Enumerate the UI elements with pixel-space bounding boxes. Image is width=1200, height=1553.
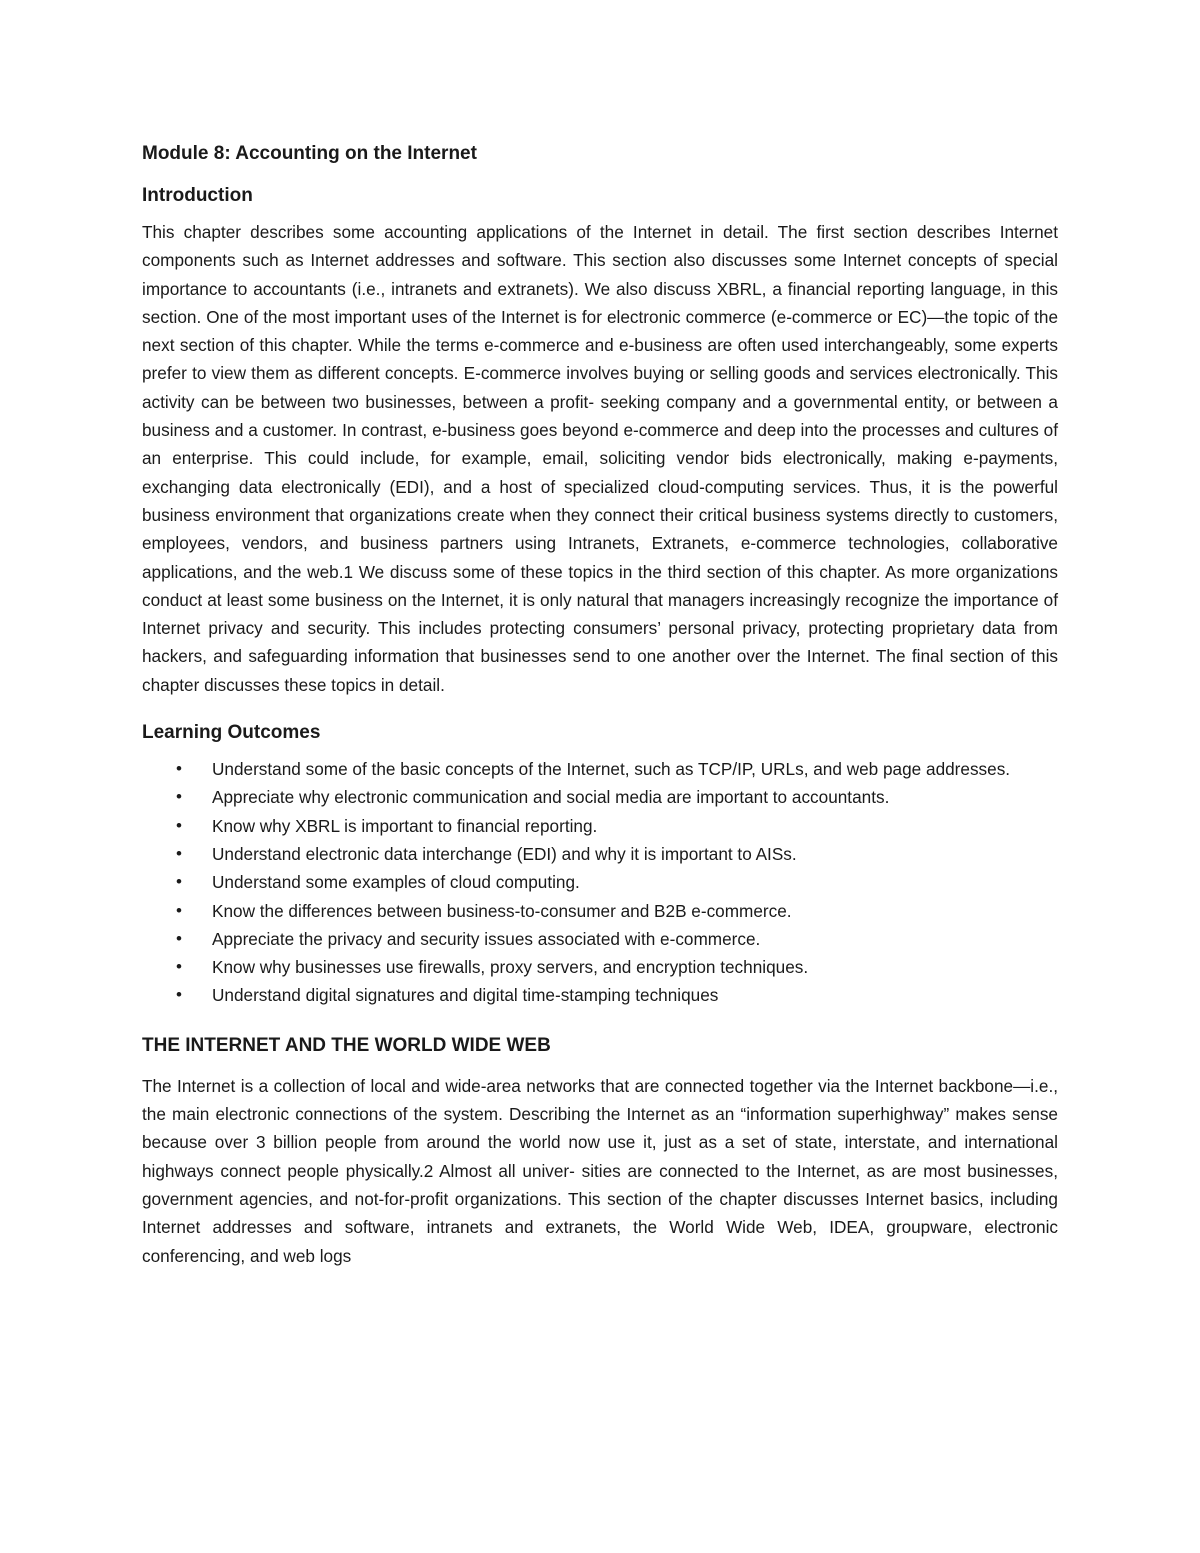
list-item-text: Appreciate why electronic communication and social media are important to accountants. — [212, 787, 890, 808]
list-item — [176, 755, 1058, 783]
bullet-icon: • — [176, 872, 182, 892]
bullet-icon: • — [176, 787, 182, 807]
list-item-text: Understand some of the basic concepts of the Internet, such as TCP/IP, URLs, and web page addresses. — [212, 759, 1011, 780]
bullet-icon: • — [176, 900, 182, 920]
list-item-text: Understand some examples of cloud computing. — [212, 872, 580, 893]
bullet-icon: • — [176, 843, 182, 863]
list-item-text: Know why businesses use firewalls, proxy servers, and encryption techniques. — [212, 957, 809, 978]
bullet-icon: • — [176, 815, 182, 835]
list-item-text: Appreciate the privacy and security issues associated with e-commerce. — [212, 928, 761, 949]
internet-section-paragraph: The Internet is a collection of local and wide-area networks that are connected together via the Internet backbone—i.e., the main electronic connections of the system. Describing the Internet as an “information superhighway” makes sense because over 3 billion people from around the world now use it, just as a set of state, interstate, and international highways connect people physically.2 Almost all univer- sities are connected to the Internet, as are most businesses, government agencies, and not-for-profit organizations. This section of the chapter discusses Internet basics, including Internet addresses and software, intranets and extranets, the World Wide Web, IDEA, groupware, electronic conferencing, and web logs — [142, 1075, 1058, 1266]
list-item — [176, 812, 1058, 840]
list-item — [176, 981, 1058, 1009]
list-item — [176, 953, 1058, 981]
list-item — [176, 840, 1058, 868]
list-item-text: Understand digital signatures and digital time-stamping techniques — [212, 985, 719, 1006]
list-item — [176, 783, 1058, 811]
learning-outcomes-heading: Learning Outcomes — [142, 722, 321, 744]
bullet-icon: • — [176, 985, 182, 1005]
internet-section-heading: THE INTERNET AND THE WORLD WIDE WEB — [142, 1034, 551, 1056]
bullet-icon: • — [176, 759, 182, 779]
list-item — [176, 925, 1058, 953]
document-title: Module 8: Accounting on the Internet — [142, 143, 477, 164]
introduction-heading: Introduction — [142, 185, 253, 206]
list-item-text: Know why XBRL is important to financial reporting. — [212, 815, 598, 836]
list-item-text: Know the differences between business-to-consumer and B2B e-commerce. — [212, 900, 792, 921]
list-item — [176, 868, 1058, 896]
bullet-icon: • — [176, 957, 182, 977]
bullet-icon: • — [176, 928, 182, 948]
introduction-paragraph: This chapter describes some accounting applications of the Internet in detail. The first section describes Internet components such as Internet addresses and software. This section also discusses some Internet concepts of special importance to accountants (i.e., intranets and extranets). We also discuss XBRL, a financial reporting language, in this section. One of the most important uses of the Internet is for electronic commerce (e-commerce or EC)—the topic of the next section of this chapter. While the terms e-commerce and e-business are often used interchangeably, some experts prefer to view them as different concepts. E-commerce involves buying or selling goods and services electronically. This activity can be between two businesses, between a profit- seeking company and a governmental entity, or between a business and a customer. In contrast, e-business goes beyond e-commerce and deep into the processes and cultures of an enterprise. This could include, for example, email, soliciting vendor bids electronically, making e-payments, exchanging data electronically (EDI), and a host of specialized cloud-computing services. Thus, it is the powerful business environment that organizations create when they connect their critical business systems directly to customers, employees, vendors, and business partners using Intranets, Extranets, e-commerce technologies, collaborative applications, and the web.1 We discuss some of these topics in the third section of this chapter. As more organizations conduct at least some business on the Internet, it is only natural that managers increasingly recognize the importance of Internet privacy and security. This includes protecting consumers’ personal privacy, protecting proprietary data from hackers, and safeguarding information that businesses send to one another over the Internet. The final section of this chapter discusses these topics in detail. — [142, 222, 1058, 695]
learning-outcomes-list — [142, 755, 1058, 1010]
list-item — [176, 897, 1058, 925]
list-item-text: Understand electronic data interchange (EDI) and why it is important to AISs. — [212, 843, 797, 864]
